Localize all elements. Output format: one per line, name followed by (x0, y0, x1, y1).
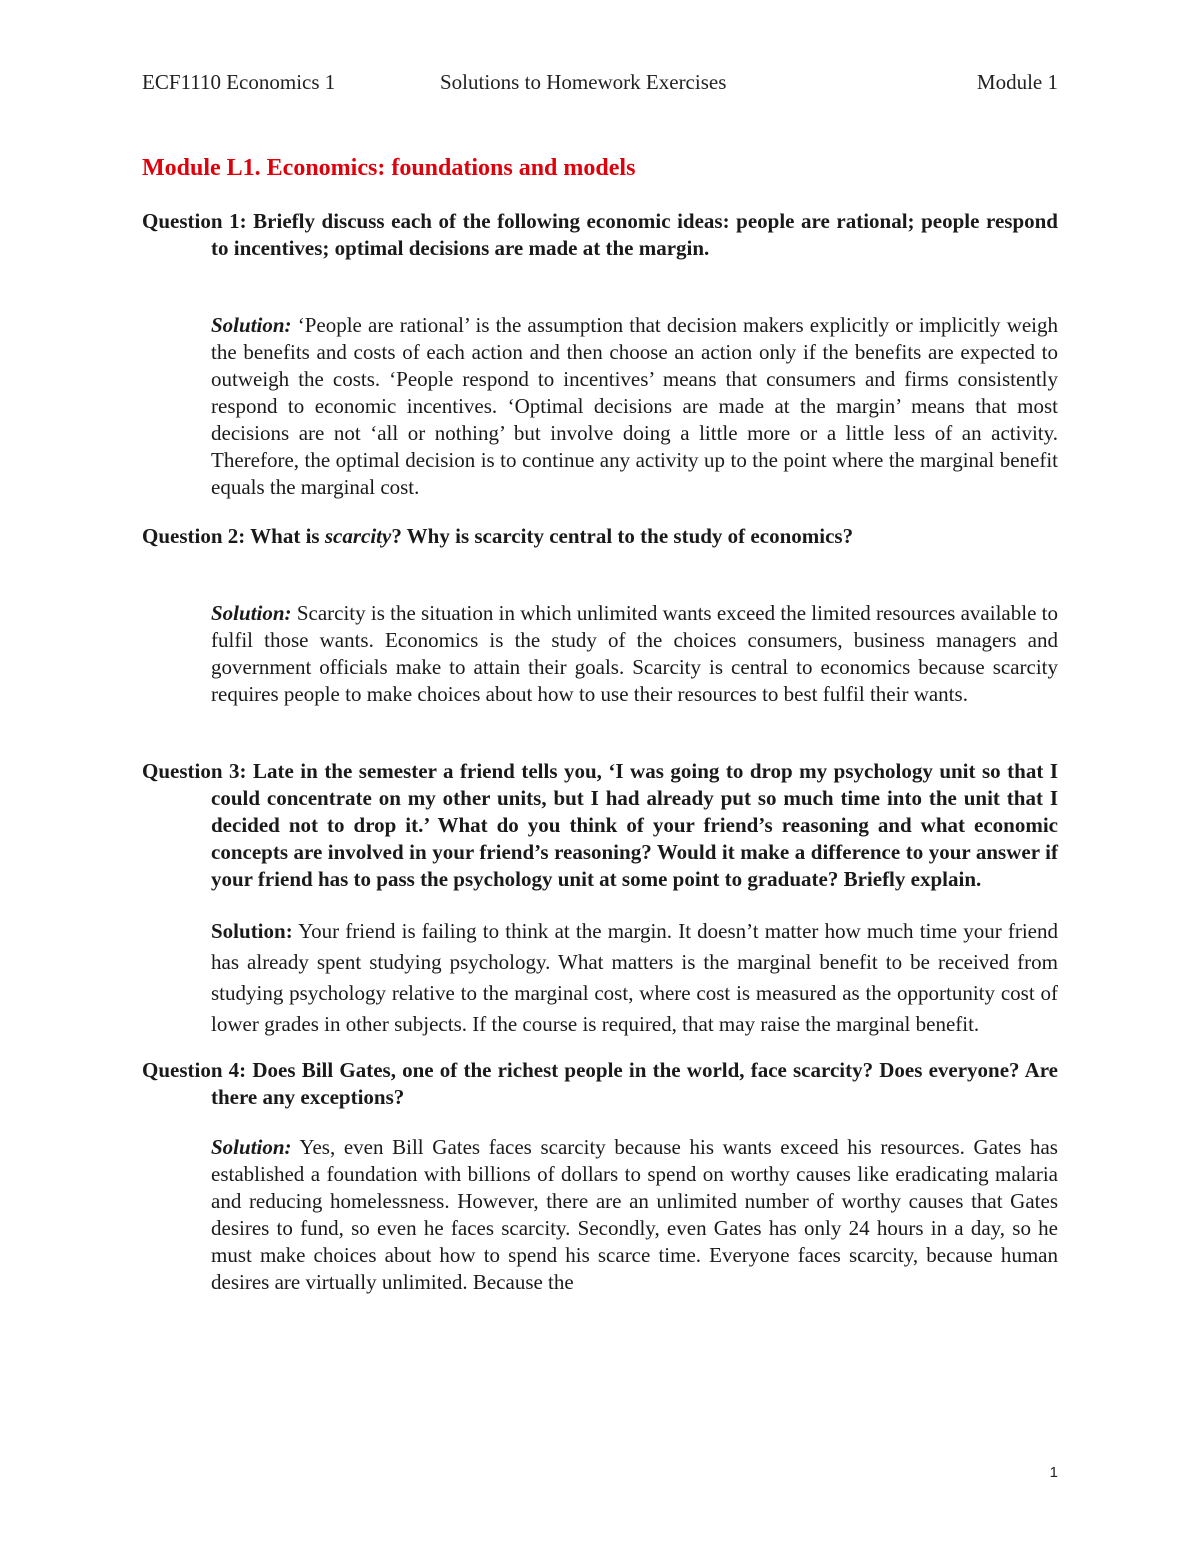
page-header (142, 70, 1058, 100)
question-1 (142, 208, 1058, 262)
solution-4 (211, 1134, 1058, 1296)
solution-1 (211, 312, 1058, 501)
question-2-text-emphasis: scarcity (324, 524, 392, 548)
solution-3-label: Solution: (211, 919, 293, 943)
question-2-text-before: What is (250, 524, 320, 548)
solution-4-text: Yes, even Bill Gates faces scarcity because his wants exceed his resources. Gates has established a foundation with billions of dollars to spend on worthy causes like eradicating malaria and reducing homelessness. However, there are an unlimited number of worthy causes that Gates desires to fund, so even he faces scarcity. Secondly, even Gates has only 24 hours in a day, so he must make choices about how to spend his scarce time. Everyone faces scarcity, because human desires are virtually unlimited. Because the (211, 1135, 1058, 1294)
question-2-label: Question 2: (142, 524, 246, 548)
header-document-title: Solutions to Homework Exercises (440, 70, 727, 94)
question-2-text-after: ? Why is scarcity central to the study of economics? (391, 524, 854, 548)
header-course: ECF1110 Economics 1 (142, 70, 336, 94)
solution-3 (211, 916, 1058, 1040)
question-4 (142, 1057, 1058, 1111)
solution-1-label: Solution: (211, 313, 292, 337)
solution-2 (211, 600, 1058, 708)
solution-2-label: Solution: (211, 601, 292, 625)
question-3-label: Question 3: (142, 759, 247, 783)
solution-2-text: Scarcity is the situation in which unlimited wants exceed the limited resources available to fulfil those wants. Economics is the study of the choices consumers, business managers and government officials make to attain their goals. Scarcity is central to economics because scarcity requires people to make choices about how to use their resources to best fulfil their wants. (211, 601, 1058, 706)
header-module: Module 1 (976, 70, 1058, 94)
solution-1-text: ‘People are rational’ is the assumption that decision makers explicitly or implicitly weigh the benefits and costs of each action and then choose an action only if the benefits are expected to outweigh the costs. ‘People respond to incentives’ means that consumers and firms consistently respond to economic incentives. ‘Optimal decisions are made at the margin’ means that most decisions are not ‘all or nothing’ but involve doing a little more or a little less of an activity. Therefore, the optimal decision is to continue any activity up to the point where the marginal benefit equals the marginal cost. (211, 313, 1059, 499)
question-1-text: Briefly discuss each of the following economic ideas: people are rational; people respond to incentives; optimal decisions are made at the margin. (211, 209, 1058, 260)
page-number: 1 (1049, 1464, 1058, 1481)
question-4-label: Question 4: (142, 1058, 247, 1082)
question-3-text: Late in the semester a friend tells you, ‘I was going to drop my psychology unit so that I could concentrate on my other units, but I had already put so much time into the unit that I decided not to drop it.’ What do you think of your friend’s reasoning and what economic concepts are involved in your friend’s reasoning? Would it make a difference to your answer if your friend has to pass the psychology unit at some point to graduate? Briefly explain. (211, 759, 1058, 891)
solution-4-label: Solution: (211, 1135, 292, 1159)
module-title: Module L1. Economics: foundations and models (142, 155, 636, 181)
question-2 (142, 523, 1058, 550)
question-4-text: Does Bill Gates, one of the richest people in the world, face scarcity? Does everyone? Are there any exceptions? (211, 1058, 1058, 1109)
question-3 (142, 758, 1058, 893)
question-1-label: Question 1: (142, 209, 247, 233)
solution-3-text: Your friend is failing to think at the margin. It doesn’t matter how much time your friend has already spent studying psychology. What matters is the marginal benefit to be received from studying psychology relative to the marginal cost, where cost is measured as the opportunity cost of lower grades in other subjects. If the course is required, that may raise the marginal benefit. (211, 919, 1058, 1036)
document-body (142, 150, 1058, 1296)
